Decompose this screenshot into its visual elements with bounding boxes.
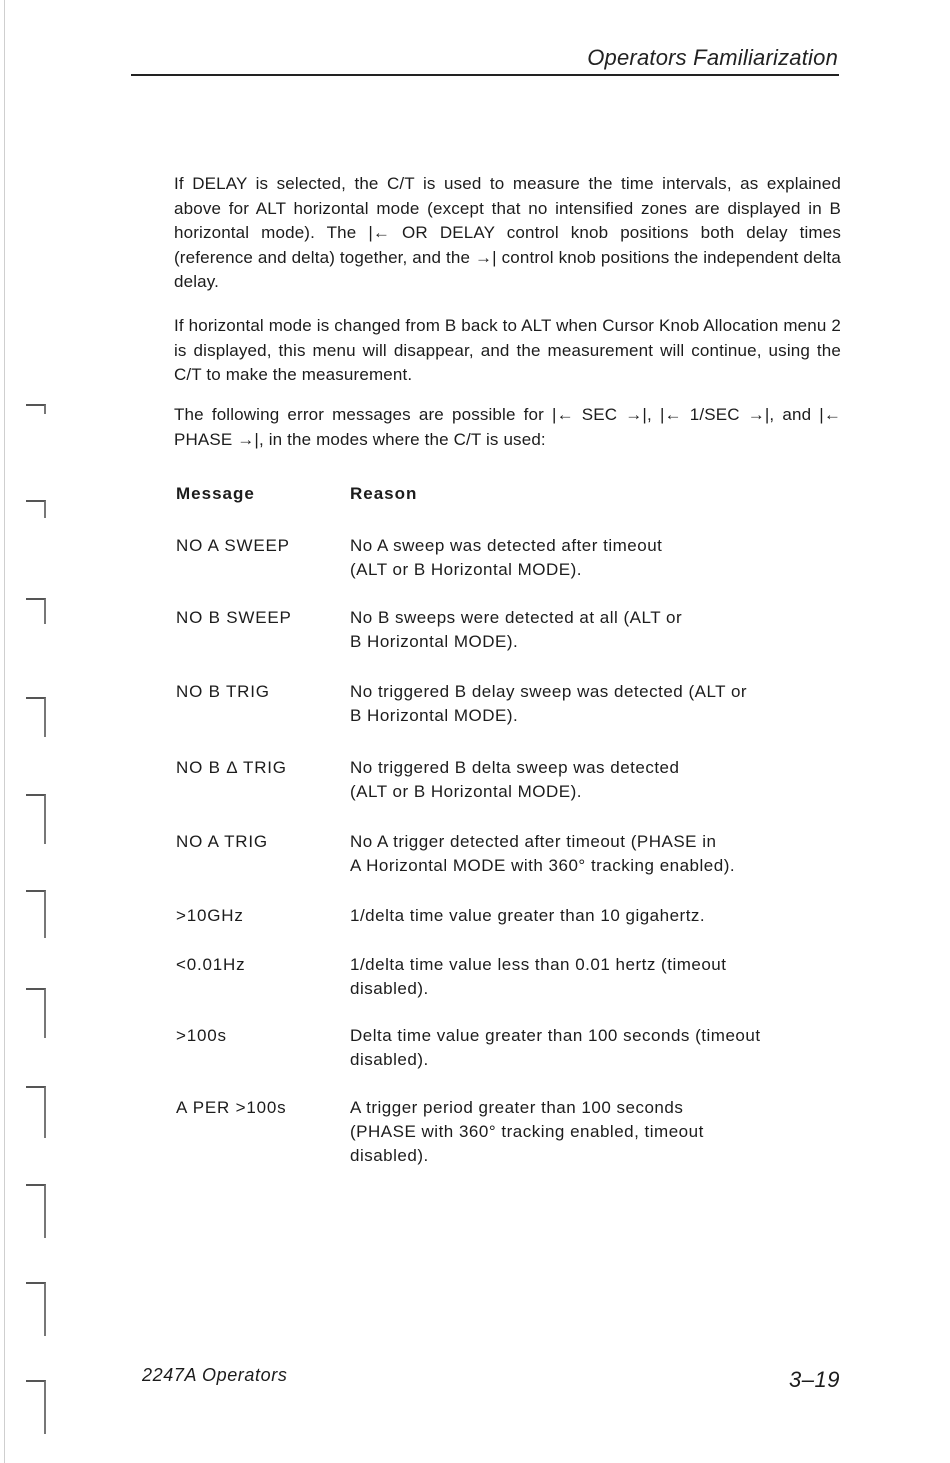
reason-line: disabled). xyxy=(350,1146,429,1165)
error-reason xyxy=(350,606,846,654)
page-edge-line xyxy=(4,0,5,1463)
column-header-message: Message xyxy=(176,484,255,503)
reason-line: Delta time value greater than 100 seconds (timeout xyxy=(350,1026,761,1045)
table-row xyxy=(176,1096,846,1168)
binding-mark xyxy=(26,1282,46,1336)
error-message: NO B Δ TRIG xyxy=(176,758,287,777)
binding-mark xyxy=(26,1184,46,1238)
paragraph-error-intro: The following error messages are possible for |← SEC →|, |← 1/SEC →|, and |← PHASE →|, in the modes where the C/T is used: xyxy=(174,405,841,449)
table-header-row xyxy=(176,484,846,510)
reason-line: 1/delta time value less than 0.01 hertz (timeout xyxy=(350,955,727,974)
table-row xyxy=(176,904,846,928)
reason-line: (ALT or B Horizontal MODE). xyxy=(350,782,583,801)
error-reason xyxy=(350,534,846,582)
binding-mark xyxy=(26,794,46,844)
error-message: A PER >100s xyxy=(176,1098,287,1117)
paragraph-delay-mode: If DELAY is selected, the C/T is used to measure the time intervals, as explained above for ALT horizontal mode (except that no intensified zones are displayed in B horizontal mode). The |← OR DELAY control knob positions both delay times (reference and delta) together, and the →| control knob positions the independent delta delay. xyxy=(174,174,841,291)
table-row xyxy=(176,1024,846,1072)
footer-manual-title: 2247A Operators xyxy=(142,1365,288,1385)
binding-mark xyxy=(26,890,46,938)
table-row xyxy=(176,756,846,804)
error-reason xyxy=(350,680,846,728)
reason-line: 1/delta time value greater than 10 gigahertz. xyxy=(350,906,706,925)
error-reason xyxy=(350,1096,846,1168)
table-row xyxy=(176,534,846,582)
error-message-table xyxy=(176,484,846,1165)
error-reason xyxy=(350,756,846,804)
running-header-title: Operators Familiarization xyxy=(587,45,838,70)
error-message: >10GHz xyxy=(176,906,244,925)
reason-line: B Horizontal MODE). xyxy=(350,706,519,725)
error-reason xyxy=(350,1024,846,1072)
error-message: >100s xyxy=(176,1026,227,1045)
error-message: NO A SWEEP xyxy=(176,536,290,555)
error-reason xyxy=(350,953,846,1001)
binding-mark xyxy=(26,697,46,737)
paragraph-horizontal-mode-change: If horizontal mode is changed from B back to ALT when Cursor Knob Allocation menu 2 is displayed, this menu will disappear, and the measurement will continue, using the C/T to make the measurement. xyxy=(174,316,841,384)
reason-line: No A sweep was detected after timeout xyxy=(350,536,663,555)
binding-mark xyxy=(26,1086,46,1138)
error-message: NO A TRIG xyxy=(176,832,268,851)
reason-line: No B sweeps were detected at all (ALT or xyxy=(350,608,683,627)
reason-line: disabled). xyxy=(350,1050,429,1069)
page-number: 3–19 xyxy=(789,1367,840,1392)
binding-mark xyxy=(26,404,46,414)
binding-mark xyxy=(26,500,46,518)
reason-line: (PHASE with 360° tracking enabled, timeout xyxy=(350,1122,704,1141)
table-row xyxy=(176,830,846,878)
reason-line: B Horizontal MODE). xyxy=(350,632,519,651)
error-message: <0.01Hz xyxy=(176,955,246,974)
column-header-reason: Reason xyxy=(350,484,418,503)
reason-line: (ALT or B Horizontal MODE). xyxy=(350,560,583,579)
reason-line: A trigger period greater than 100 seconds xyxy=(350,1098,684,1117)
binding-mark xyxy=(26,988,46,1038)
binding-mark xyxy=(26,1380,46,1434)
reason-line: disabled). xyxy=(350,979,429,998)
reason-line: No A trigger detected after timeout (PHASE in xyxy=(350,832,717,851)
table-row xyxy=(176,680,846,728)
error-message: NO B TRIG xyxy=(176,682,270,701)
error-reason xyxy=(350,904,846,928)
error-reason xyxy=(350,830,846,878)
reason-line: No triggered B delta sweep was detected xyxy=(350,758,680,777)
reason-line: A Horizontal MODE with 360° tracking enabled). xyxy=(350,856,736,875)
reason-line: No triggered B delay sweep was detected (ALT or xyxy=(350,682,748,701)
table-row xyxy=(176,606,846,654)
binding-mark xyxy=(26,598,46,624)
table-row xyxy=(176,953,846,1001)
error-message: NO B SWEEP xyxy=(176,608,292,627)
binding-edge-marks xyxy=(0,0,60,1463)
header-rule xyxy=(131,74,839,76)
